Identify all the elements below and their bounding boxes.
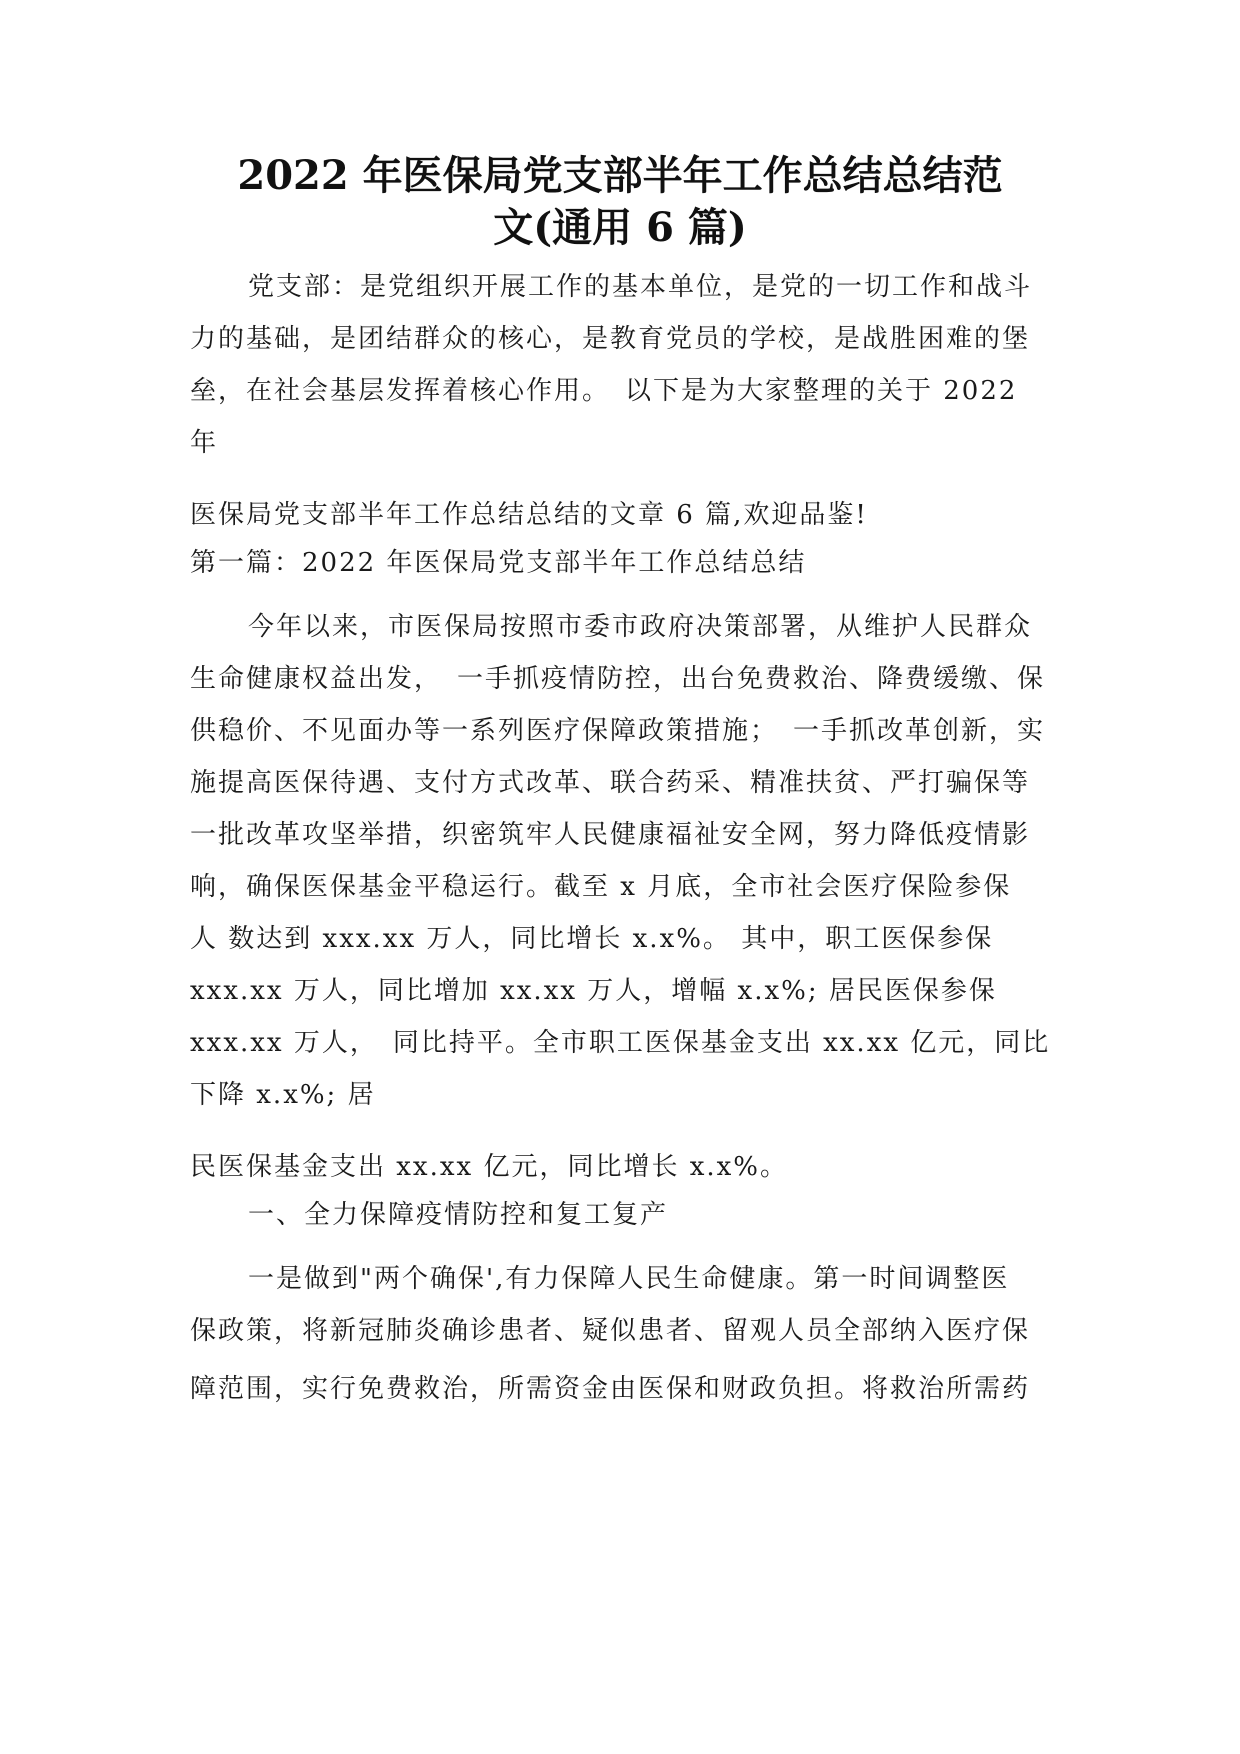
section-heading-one: 一、全力保障疫情防控和复工复产 xyxy=(248,1200,669,1230)
body-line: 力的基础，是团结群众的核心，是教育党员的学校，是战胜困难的堡 xyxy=(190,324,1031,354)
body-line: 年 xyxy=(190,428,219,458)
body-line: 障范围，实行免费救治，所需资金由医保和财政负担。将救治所需药 xyxy=(190,1374,1031,1404)
document-title-line-2: 文(通用 6 篇) xyxy=(493,204,747,251)
body-line: 党支部：是党组织开展工作的基本单位，是党的一切工作和战斗 xyxy=(248,272,1033,302)
body-line: 保政策，将新冠肺炎确诊患者、疑似患者、留观人员全部纳入医疗保 xyxy=(190,1316,1031,1346)
body-line: 下降 x.x%; 居 xyxy=(190,1080,376,1110)
section-heading-first: 第一篇：2022 年医保局党支部半年工作总结总结 xyxy=(190,548,807,578)
body-line: 生命健康权益出发， 一手抓疫情防控，出台免费救治、降费缓缴、保 xyxy=(190,664,1046,694)
body-line: 一是做到"两个确保',有力保障人民生命健康。第一时间调整医 xyxy=(248,1264,1010,1294)
body-line: 民医保基金支出 xx.xx 亿元，同比增长 x.x%。 xyxy=(190,1152,789,1182)
body-line: 供稳价、不见面办等一系列医疗保障政策措施； 一手抓改革创新，实 xyxy=(190,716,1046,746)
body-line: 一批改革攻坚举措，织密筑牢人民健康福祉安全网，努力降低疫情影 xyxy=(190,820,1031,850)
body-line: xxx.xx 万人，同比增加 xx.xx 万人，增幅 x.x%; 居民医保参保 xyxy=(190,976,997,1006)
body-line: xxx.xx 万人， 同比持平。全市职工医保基金支出 xx.xx 亿元，同比 xyxy=(190,1028,1051,1058)
body-line: 人 数达到 xxx.xx 万人，同比增长 x.x%。 其中，职工医保参保 xyxy=(190,924,994,954)
body-line: 垒，在社会基层发挥着核心作用。 以下是为大家整理的关于 2022 xyxy=(190,376,1018,406)
body-line: 响，确保医保基金平稳运行。截至 x 月底，全市社会医疗保险参保 xyxy=(190,872,1012,902)
document-title-line-1: 2022 年医保局党支部半年工作总结总结范 xyxy=(237,152,1003,199)
body-line: 医保局党支部半年工作总结总结的文章 6 篇,欢迎品鉴! xyxy=(190,500,868,530)
body-line: 施提高医保待遇、支付方式改革、联合药采、精准扶贫、严打骗保等 xyxy=(190,768,1031,798)
body-line: 今年以来，市医保局按照市委市政府决策部署，从维护人民群众 xyxy=(248,612,1033,642)
